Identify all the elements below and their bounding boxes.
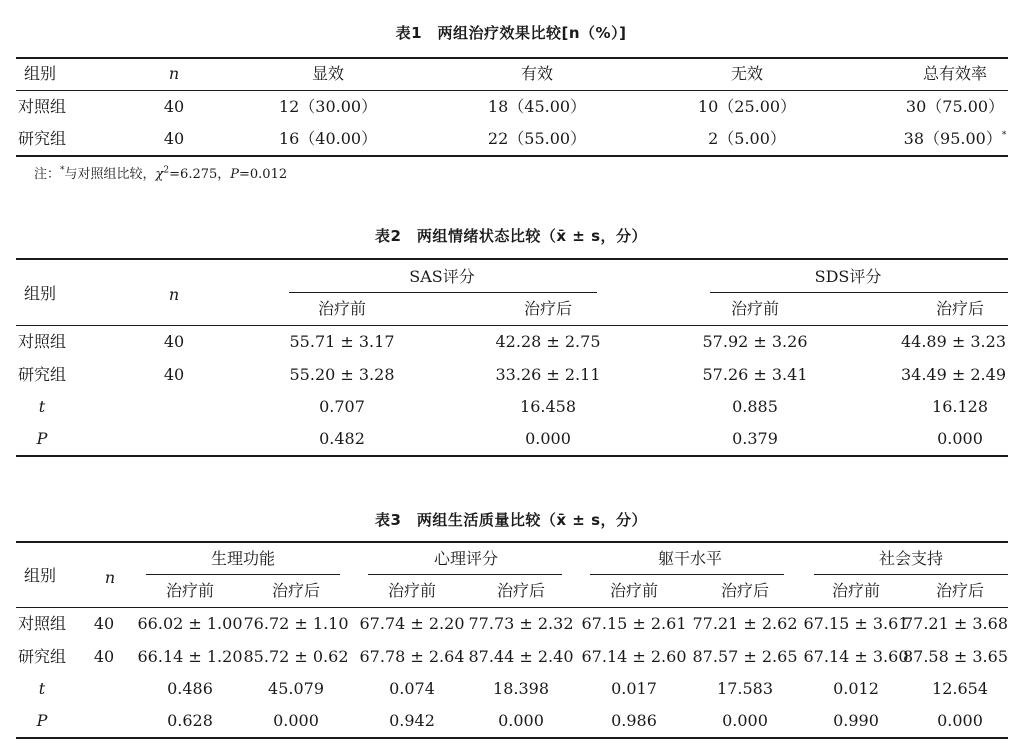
table2-header-rule [16,325,1008,326]
table2-p-sds-before: 0.379 [732,429,778,448]
table3-r1-c8: 67.15 ± 3.61 [803,614,909,633]
table3-p-c9: 0.000 [937,711,983,730]
table2-r1-n: 40 [163,332,185,351]
note-prefix: 注： [34,167,61,182]
table3-t-c4: 0.074 [389,679,435,698]
table3-t-c2: 0.486 [167,679,213,698]
significance-mark: * [1001,130,1007,141]
table3-trunk-after: 治疗后 [720,581,770,600]
table3-physical-before: 治疗前 [165,581,215,600]
table2-sas-after: 治疗后 [523,299,573,318]
table2-r1-sds-before: 57.92 ± 3.26 [702,332,808,351]
table3-p-c7: 0.000 [722,711,768,730]
table2-sds-after: 治疗后 [935,299,985,318]
table3-t-c3: 45.079 [268,679,324,698]
table3-psych-after: 治疗后 [496,581,546,600]
table3-p-c8: 0.990 [833,711,879,730]
table1-header-total-rate: 总有效率 [922,64,988,83]
table3-r1-group: 对照组 [18,614,67,633]
note-stat: =6.275， [169,167,231,182]
note-mark: * [60,165,65,176]
table1-r2-total-value: 38（95.00） [903,129,1002,148]
table2-t-sds-after: 16.128 [932,397,988,416]
table2-p-sas-after: 0.000 [525,429,571,448]
table1-header-effective: 有效 [520,64,554,83]
table1-header-n: n [168,64,180,83]
table3-header-social: 社会支持 [878,549,944,568]
table3-r2-c7: 87.57 ± 2.65 [692,647,798,666]
table3-psych-span-rule [368,574,562,575]
table3-t-c7: 17.583 [717,679,773,698]
table1-bottom-rule [16,155,1008,157]
table3-trunk-span-rule [590,574,784,575]
table1-r2-effective: 22（55.00） [487,129,587,148]
table3-top-rule [16,541,1008,543]
table3-t-c9: 12.654 [932,679,988,698]
table3-r2-c9: 87.58 ± 3.65 [902,647,1008,666]
table2-sas-before: 治疗前 [317,299,367,318]
table2-sas-span-rule [289,292,597,293]
table2-r1-sas-before: 55.71 ± 3.17 [289,332,395,351]
table1-r2-n: 40 [163,129,185,148]
table2-top-rule [16,258,1008,260]
table1-r1-ineffective: 10（25.00） [697,97,797,116]
table1-r1-marked: 12（30.00） [278,97,378,116]
table3-r2-c8: 67.14 ± 3.60 [803,647,909,666]
table2-sds-span-rule [710,292,1008,293]
table3-t-c8: 0.012 [833,679,879,698]
table1-r1-effective: 18（45.00） [487,97,587,116]
table3-physical-after: 治疗后 [271,581,321,600]
table3-header-n: n [104,568,116,587]
table2-header-sas: SAS评分 [409,267,475,286]
table3-r2-c5: 87.44 ± 2.40 [468,647,574,666]
table3-r2-c3: 85.72 ± 0.62 [243,647,349,666]
table2-t-sds-before: 0.885 [732,397,778,416]
note-chi: χ [155,167,164,182]
table2-r2-sas-before: 55.20 ± 3.28 [289,365,395,384]
table3-psych-before: 治疗前 [387,581,437,600]
table3-r1-c4: 67.74 ± 2.20 [359,614,465,633]
table3-t-c5: 18.398 [493,679,549,698]
table3-r1-c9: 77.21 ± 3.68 [902,614,1008,633]
table3-r2-n: 40 [93,647,115,666]
note-p: P [230,167,240,182]
table3-bottom-rule [16,737,1008,739]
table1-r1-n: 40 [163,97,185,116]
table1-caption: 表1 两组治疗效果比较[n（%）] [395,24,627,42]
table1-note [34,167,287,183]
table3-physical-span-rule [146,574,340,575]
table3-caption: 表3 两组生活质量比较（x̄ ± s，分） [374,511,648,529]
table3-t-label: t [38,679,46,698]
table3-p-label: P [36,711,48,730]
table2-r2-n: 40 [163,365,185,384]
note-text: 与对照组比较， [64,167,156,182]
table1-r2-total [904,129,1007,149]
table3-social-after: 治疗后 [935,581,985,600]
table2-r2-group: 研究组 [18,365,67,384]
table2-p-sas-before: 0.482 [319,429,365,448]
table2-r2-sds-after: 34.49 ± 2.49 [900,365,1006,384]
table3-r2-group: 研究组 [18,647,67,666]
table1-r2-marked: 16（40.00） [278,129,378,148]
table1-header-marked: 显效 [311,64,345,83]
table3-social-span-rule [814,574,1008,575]
table3-p-c3: 0.000 [273,711,319,730]
table3-r1-c2: 66.02 ± 1.00 [137,614,243,633]
table3-p-c2: 0.628 [167,711,213,730]
table3-header-rule [16,607,1008,608]
table3-header-physical: 生理功能 [210,549,276,568]
table1-top-rule [16,57,1008,59]
note-square: 2 [163,165,170,176]
table3-header-group: 组别 [24,566,57,585]
table3-t-c6: 0.017 [611,679,657,698]
table3-header-psych: 心理评分 [433,549,499,568]
table2-t-sas-after: 16.458 [520,397,576,416]
table2-header-sds: SDS评分 [814,267,882,286]
table2-r1-group: 对照组 [18,332,67,351]
table3-social-before: 治疗前 [831,581,881,600]
table2-r2-sas-after: 33.26 ± 2.11 [495,365,601,384]
table2-r1-sds-after: 44.89 ± 3.23 [900,332,1006,351]
table3-r2-c4: 67.78 ± 2.64 [359,647,465,666]
table2-t-label: t [38,397,46,416]
table1-header-rule [16,90,1008,91]
table1-header-group: 组别 [24,64,57,83]
table1-r2-group: 研究组 [18,129,67,148]
table3-r1-c3: 76.72 ± 1.10 [243,614,349,633]
table3-header-trunk: 躯干水平 [657,549,723,568]
table2-sds-before: 治疗前 [730,299,780,318]
table3-r2-c6: 67.14 ± 2.60 [581,647,687,666]
table1-r2-ineffective: 2（5.00） [708,129,786,148]
table3-p-c4: 0.942 [389,711,435,730]
table3-r1-c6: 67.15 ± 2.61 [581,614,687,633]
table3-r1-c5: 77.73 ± 2.32 [468,614,574,633]
table3-p-c6: 0.986 [611,711,657,730]
table1-header-ineffective: 无效 [730,64,764,83]
table3-trunk-before: 治疗前 [609,581,659,600]
table3-r1-c7: 77.21 ± 2.62 [692,614,798,633]
table2-r2-sds-before: 57.26 ± 3.41 [702,365,808,384]
table3-r2-c2: 66.14 ± 1.20 [137,647,243,666]
table2-t-sas-before: 0.707 [319,397,365,416]
table2-caption: 表2 两组情绪状态比较（x̄ ± s，分） [374,227,648,245]
table1-r1-total: 30（75.00） [905,97,1005,116]
table2-p-sds-after: 0.000 [937,429,983,448]
table3-r1-n: 40 [93,614,115,633]
note-p-value: =0.012 [239,167,288,182]
table2-r1-sas-after: 42.28 ± 2.75 [495,332,601,351]
table2-header-group: 组别 [24,284,57,303]
table3-p-c5: 0.000 [498,711,544,730]
table2-header-n: n [168,285,180,304]
table1-r1-group: 对照组 [18,97,67,116]
table2-p-label: P [36,429,48,448]
table2-bottom-rule [16,455,1008,457]
